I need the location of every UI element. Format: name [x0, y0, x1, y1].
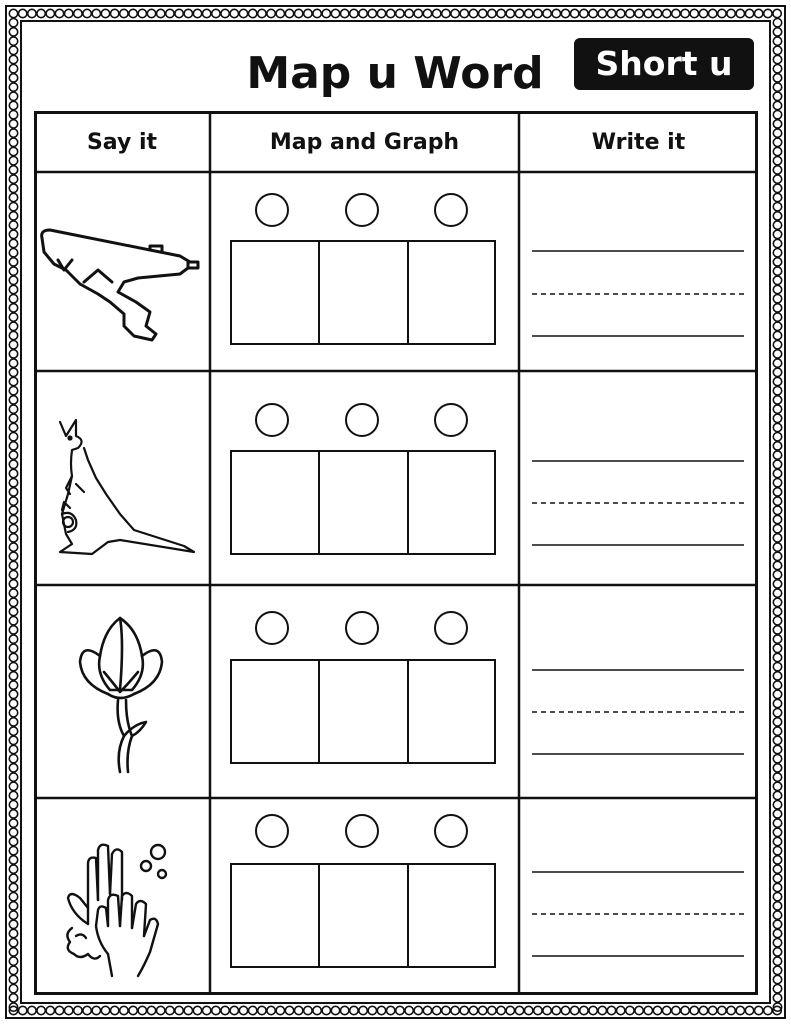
artichoke-bud-icon: [74, 612, 168, 780]
column-header-say-it: Say it: [86, 130, 158, 155]
kangaroo-icon: [48, 414, 198, 562]
column-header-map-and-graph: Map and Graph: [269, 130, 460, 155]
page-title: Map u Word: [246, 48, 544, 99]
column-header-write-it: Write it: [591, 130, 686, 155]
washing-hands-suds-icon: [58, 834, 178, 984]
glue-gun-icon: [38, 222, 208, 347]
short-u-badge: Short u: [574, 38, 754, 90]
